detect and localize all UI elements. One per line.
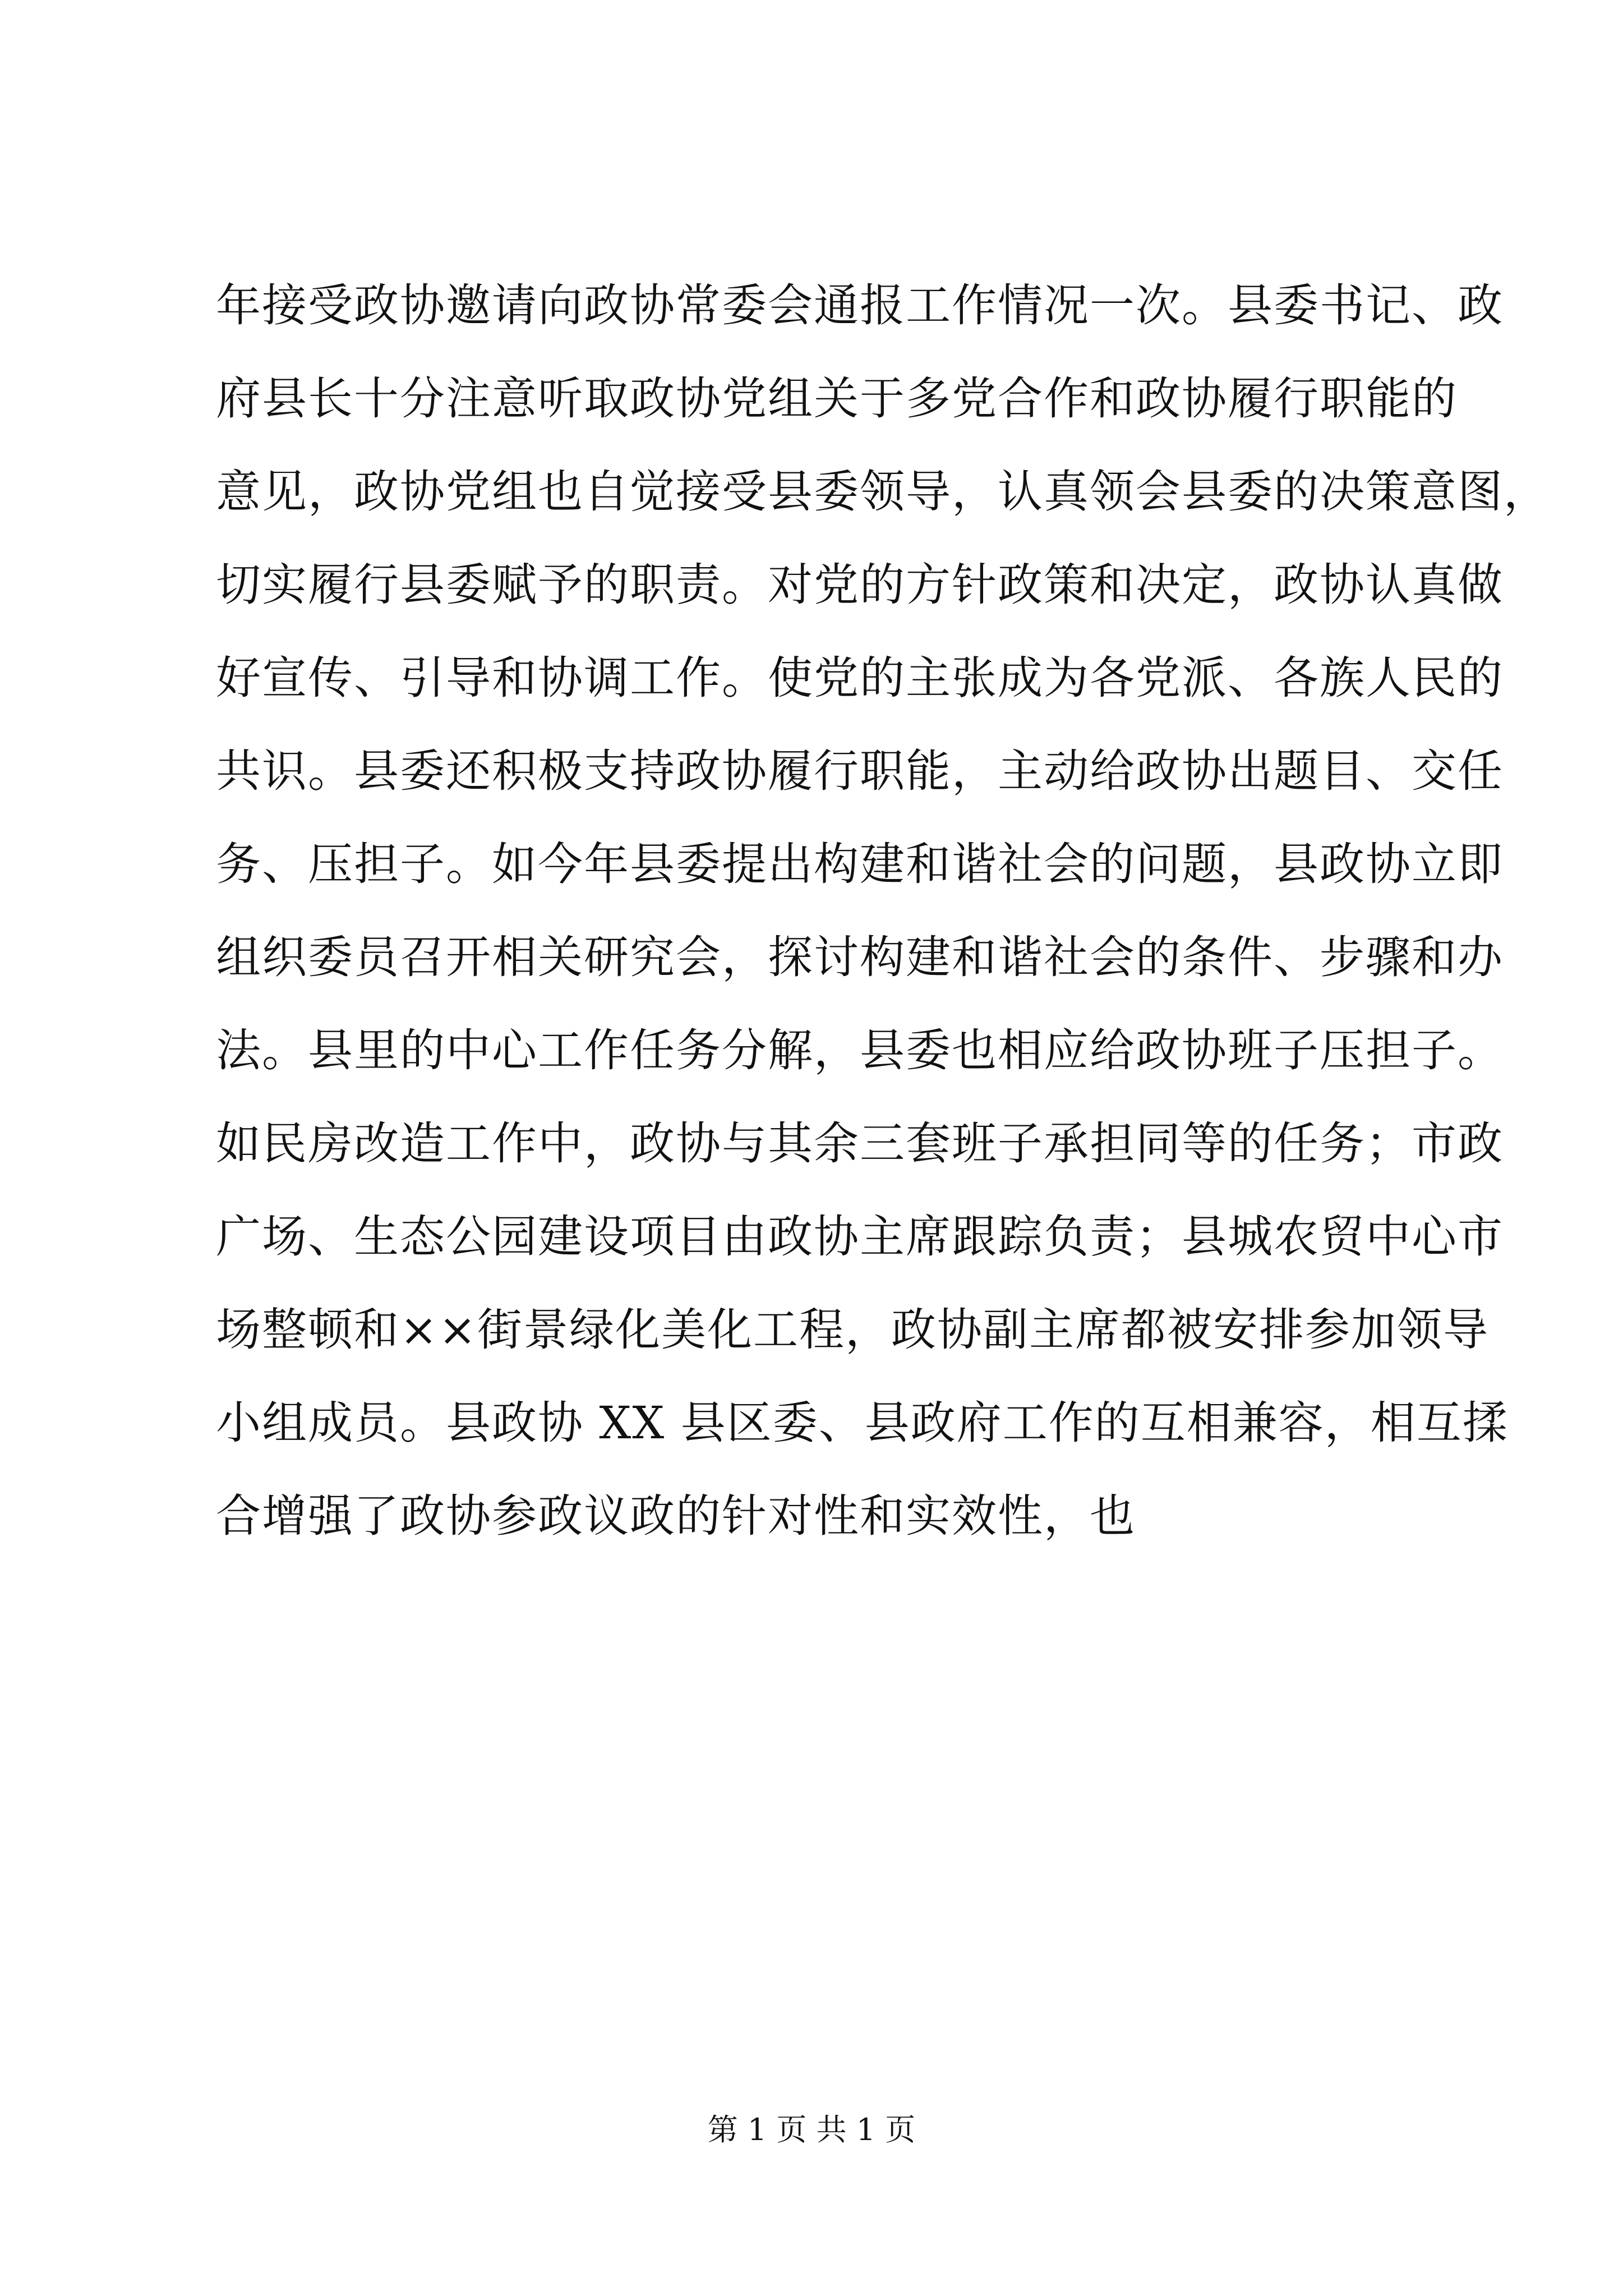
text-line-5: 好宣传、引导和协调工作。使党的主张成为各党派、各族人民的 xyxy=(216,652,1504,704)
text-line-10: 如民房改造工作中，政协与其余三套班子承担同等的任务；市政 xyxy=(216,1117,1504,1170)
text-line-9: 法。县里的中心工作任务分解，县委也相应给政协班子压担子。 xyxy=(216,1024,1504,1076)
text-line-8: 组织委员召开相关研究会，探讨构建和谐社会的条件、步骤和办 xyxy=(216,931,1504,983)
text-line-3: 意见，政协党组也自觉接受县委领导，认真领会县委的决策意图， xyxy=(216,466,1550,518)
text-line-6: 共识。县委还积极支持政协履行职能，主动给政协出题目、交任 xyxy=(216,745,1504,797)
text-line-1: 年接受政协邀请向政协常委会通报工作情况一次。县委书记、政 xyxy=(216,279,1504,332)
text-line-14: 合增强了政协参政议政的针对性和实效性，也 xyxy=(216,1490,1136,1542)
text-line-2: 府县长十分注意听取政协党组关于多党合作和政协履行职能的 xyxy=(216,372,1458,425)
page-number-footer: 第 1 页 共 1 页 xyxy=(707,2112,916,2147)
text-line-12: 场整顿和××街景绿化美化工程，政协副主席都被安排参加领导 xyxy=(216,1304,1490,1356)
text-line-11: 广场、生态公园建设项目由政协主席跟踪负责；县城农贸中心市 xyxy=(216,1211,1504,1263)
body-paragraph xyxy=(216,259,1550,1563)
text-line-13: 小组成员。县政协 XX 县区委、县政府工作的互相兼容，相互揉 xyxy=(216,1397,1509,1449)
text-line-7: 务、压担子。如今年县委提出构建和谐社会的问题，县政协立即 xyxy=(216,838,1504,890)
text-line-4: 切实履行县委赋予的职责。对党的方针政策和决定，政协认真做 xyxy=(216,559,1504,611)
